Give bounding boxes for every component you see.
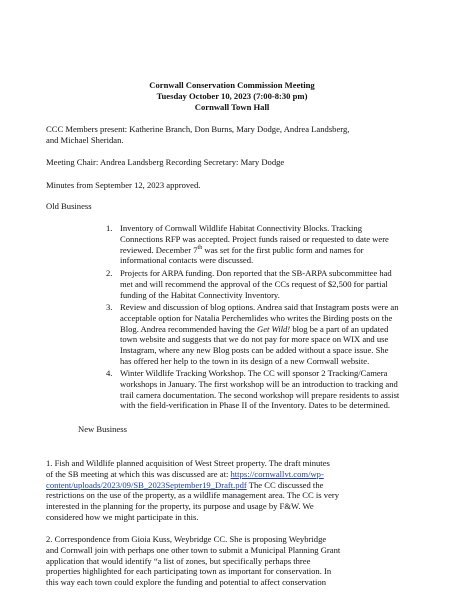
list-item-line: Review and discussion of blog options. Andrea said that Instagram posts were an bbox=[120, 302, 399, 312]
draft-minutes-link[interactable]: https://cornwallvt.com/wp- bbox=[230, 468, 324, 479]
list-item-line: has offered her help to the town in its design of a new Cornwall website. bbox=[120, 355, 370, 366]
paragraph-line: 1. Fish and Wildlife planned acquisition of West Street property. The draft minutes bbox=[46, 458, 330, 468]
paragraph-line: this way each town could explore the funding and potential to affect conservation bbox=[46, 577, 327, 588]
paragraph-line bbox=[46, 469, 418, 480]
list-item-line bbox=[120, 245, 420, 256]
list-item-line: Inventory of Cornwall Wildlife Habitat Connectivity Blocks. Tracking bbox=[120, 223, 362, 233]
superscript: th bbox=[197, 244, 203, 251]
text-run: Blog. Andrea recommended having the bbox=[120, 323, 257, 334]
paragraph-line: 2. Correspondence from Gioia Kuss, Weybridge CC. She is proposing Weybridge bbox=[46, 534, 327, 544]
text-run: reviewed. December 7 bbox=[120, 244, 198, 255]
blog-name: Get Wild! bbox=[256, 323, 291, 334]
list-item-line: trail camera documentation. The second workshop will prepare residents to assist bbox=[120, 389, 400, 400]
list-item-number: 1. bbox=[106, 223, 113, 233]
list-item-line: informational contacts were discussed. bbox=[120, 255, 254, 266]
meeting-location: Cornwall Town Hall bbox=[194, 102, 270, 112]
new-business-heading: New Business bbox=[78, 424, 127, 434]
text-run: of the SB meeting at which this was discussed are at: bbox=[46, 468, 231, 479]
list-item-line: funding of the Habitat Connectivity Inventory. bbox=[120, 289, 280, 300]
text-run: The CC discussed the bbox=[246, 479, 324, 490]
list-item-line: town website and suggests that we do not pay for more space on WIX and use bbox=[120, 334, 389, 345]
list-item-line: met and will recommend the approval of the CCs request of $2,500 for partial bbox=[120, 278, 388, 289]
minutes-approval: Minutes from September 12, 2023 approved. bbox=[46, 180, 201, 190]
list-item-line: acceptable option for Natalia Perchemlides who writes the Birding posts on the bbox=[120, 312, 393, 323]
list-item bbox=[120, 302, 420, 367]
document-title: Cornwall Conservation Commission Meeting bbox=[149, 80, 315, 90]
list-item-number: 4. bbox=[106, 368, 113, 378]
list-item-line bbox=[120, 324, 420, 335]
list-item-line: workshops in January. The first workshop will be an introduction to tracking and bbox=[120, 378, 398, 389]
list-item-line: with the field-verification in Phase II of the Inventory. Dates to be determined. bbox=[120, 400, 391, 411]
roles-line: Meeting Chair: Andrea Landsberg Recording Secretary: Mary Dodge bbox=[46, 157, 285, 167]
list-item-line: Instagram, where any new Blog posts can be added without a space issue. She bbox=[120, 345, 389, 356]
text-run: was set for the first public form and names for bbox=[202, 244, 364, 255]
attendance-line: and Michael Sheridan. bbox=[46, 134, 124, 145]
old-business-heading: Old Business bbox=[46, 201, 92, 211]
attendance-paragraph bbox=[46, 124, 418, 146]
paragraph-line: restrictions on the use of the property, as a wildlife management area. The CC is very bbox=[46, 490, 340, 501]
paragraph-line: properties highlighted for each participating town as important for conservation. In bbox=[46, 566, 332, 577]
list-item-line: Connections RFP was accepted. Project funds raised or requested to date were bbox=[120, 233, 389, 244]
list-item bbox=[120, 368, 420, 411]
list-item-number: 3. bbox=[106, 302, 113, 312]
draft-minutes-link[interactable]: content/uploads/2023/09/SB_2023September19_Draft.pdf bbox=[46, 479, 247, 490]
list-item-line: Projects for ARPA funding. Don reported that the SB-ARPA subcommittee had bbox=[120, 268, 392, 278]
attendance-line: CCC Members present: Katherine Branch, Don Burns, Mary Dodge, Andrea Landsberg, bbox=[46, 124, 350, 134]
new-business-item bbox=[46, 534, 418, 588]
meeting-date: Tuesday October 10, 2023 (7:00-8:30 pm) bbox=[156, 91, 308, 101]
paragraph-line: and Cornwall join with perhaps one other town to submit a Municipal Planning Grant bbox=[46, 544, 341, 555]
list-item-line: Winter Wildlife Tracking Workshop. The CC will sponsor 2 Tracking/Camera bbox=[120, 368, 388, 378]
paragraph-line bbox=[46, 480, 418, 491]
new-business-item bbox=[46, 458, 418, 523]
paragraph-line: considered how we might participate in this. bbox=[46, 511, 199, 522]
text-run: blog be a part of an updated bbox=[290, 323, 389, 334]
list-item bbox=[120, 268, 420, 300]
list-item bbox=[120, 223, 420, 266]
paragraph-line: interested in the planning for the property, its purpose and usage by F&W. We bbox=[46, 501, 314, 512]
paragraph-line: application that would identify “a list of zones, but specifically perhaps three bbox=[46, 555, 311, 566]
list-item-number: 2. bbox=[106, 268, 113, 278]
